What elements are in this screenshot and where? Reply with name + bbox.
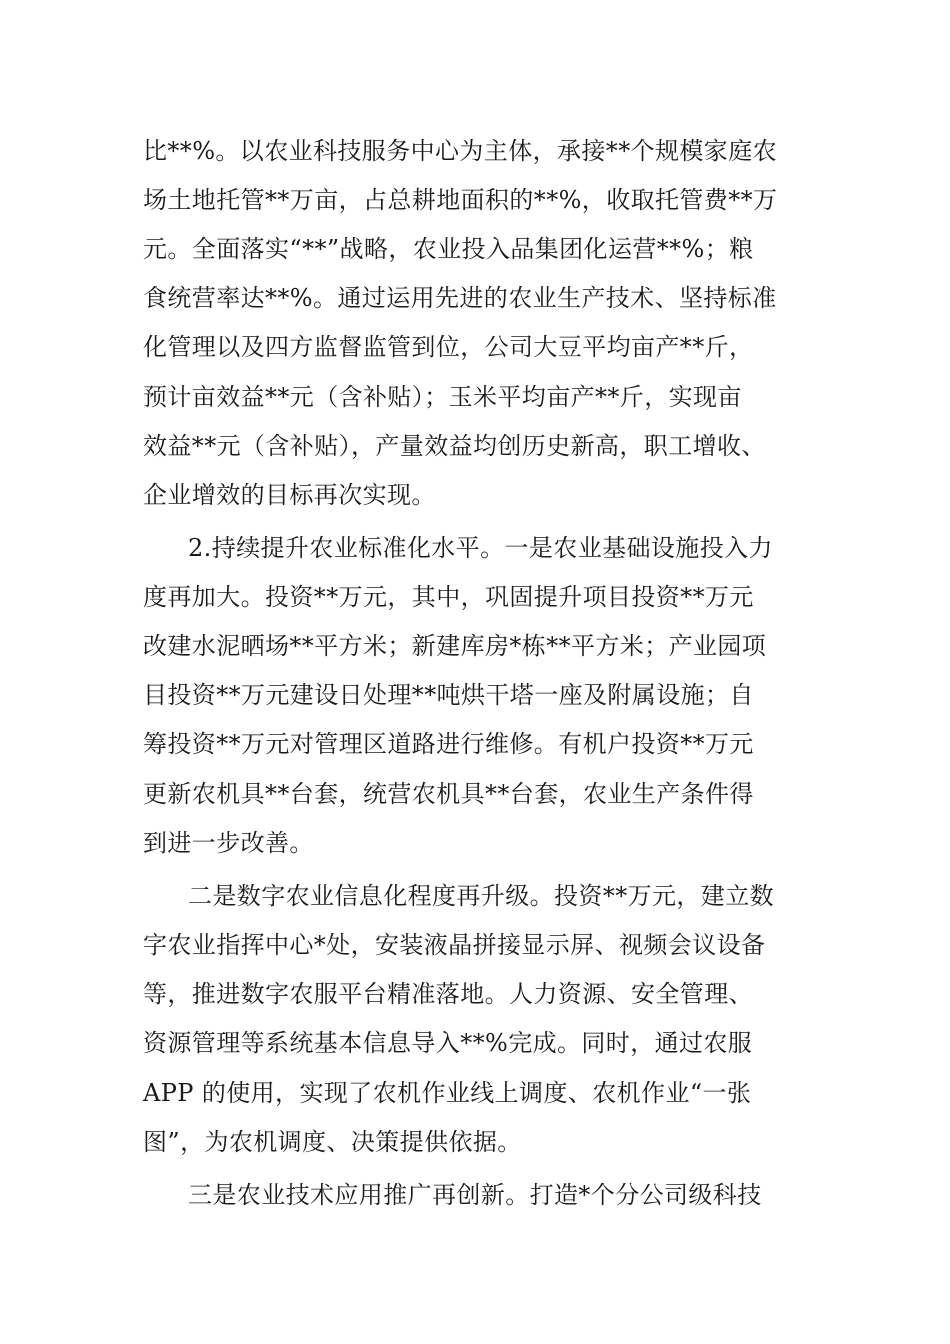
text-line: 场土地托管**万亩，占总耕地面积的**%，收取托管费**万 [143,186,778,214]
text-line: 食统营率达**%。通过运用先进的农业生产技术、坚持标准 [143,284,777,312]
text-line: 目投资**万元建设日处理**吨烘干塔一座及附属设施；自 [143,681,754,709]
text-line: 化管理以及四方监督监管到位，公司大豆平均亩产**斤， [143,333,754,361]
text-line: 字农业指挥中心*处，安装液晶拼接显示屏、视频会议设备 [143,931,766,959]
text-line: 到进一步改善。 [143,829,314,857]
text-line: 更新农机具**台套，统营农机具**台套，农业生产条件得 [143,780,754,808]
text-line: 效益**元（含补贴），产量效益均创历史新高，职工增收、 [143,432,766,460]
paragraph-start-line: 二是数字农业信息化程度再升级。投资**万元，建立数 [188,882,774,910]
text-line: 图”，为农机调度、决策提供依据。 [143,1128,522,1156]
text-line: 预计亩效益**元（含补贴）；玉米平均亩产**斤，实现亩 [143,383,742,411]
text-line: APP 的使用，实现了农机作业线上调度、农机作业“一张 [143,1079,752,1107]
paragraph-start-line: 2.持续提升农业标准化水平。一是农业基础设施投入力 [188,534,773,562]
text-line: 资源管理等系统基本信息导入**%完成。同时，通过农服 [143,1029,753,1057]
text-line: 比**%。以农业科技服务中心为主体，承接**个规模家庭农 [143,137,778,165]
text-line: 企业增效的目标再次实现。 [143,481,436,509]
text-line: 等，推进数字农服平台精准落地。人力资源、安全管理、 [143,980,753,1008]
text-line: 筹投资**万元对管理区道路进行维修。有机户投资**万元 [143,730,754,758]
text-line: 改建水泥晒场**平方米；新建库房*栋**平方米；产业园项 [143,632,767,660]
paragraph-start-line: 三是农业技术应用推广再创新。打造*个分公司级科技 [188,1181,762,1209]
text-line: 元。全面落实“**”战略，农业投入品集团化运营**%；粮 [143,235,754,263]
text-line: 度再加大。投资**万元，其中，巩固提升项目投资**万元 [143,583,754,611]
